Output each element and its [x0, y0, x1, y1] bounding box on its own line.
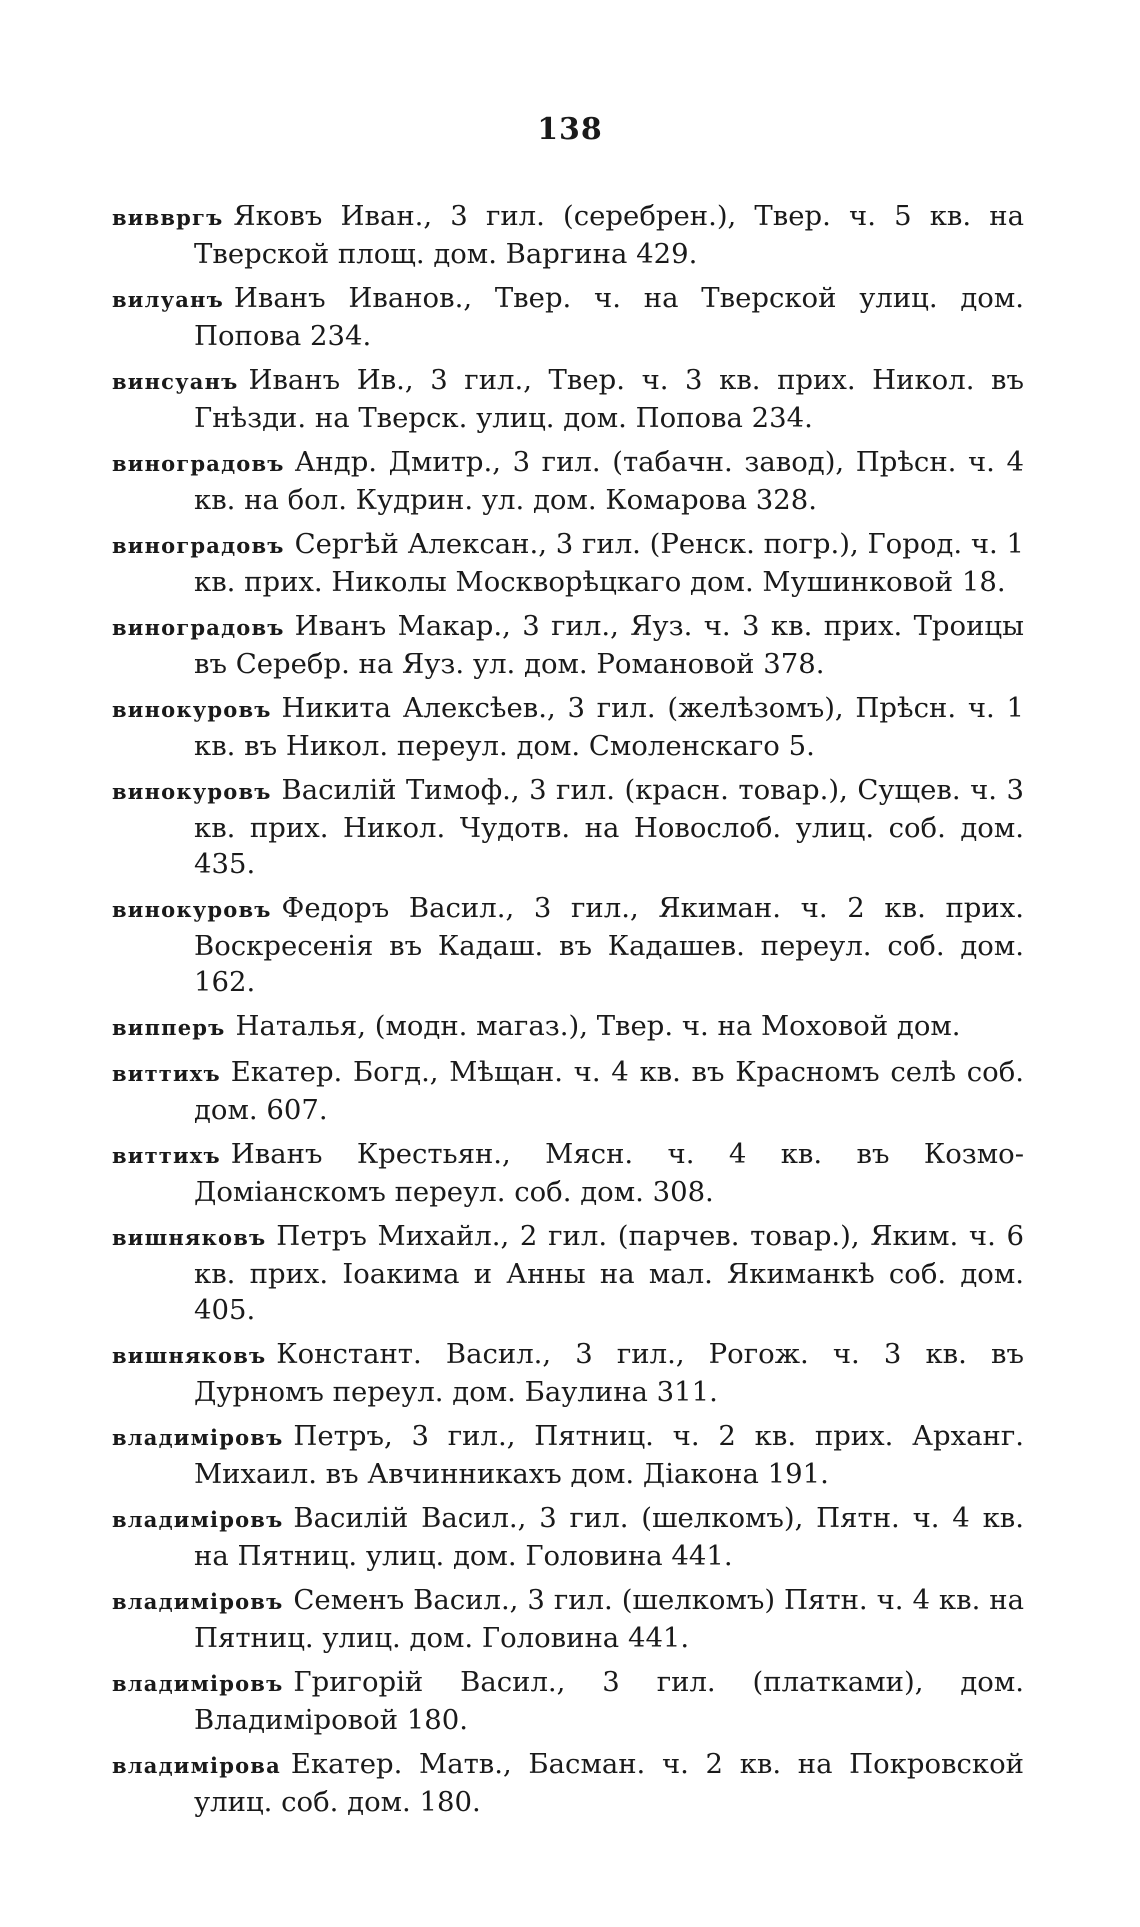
entry-surname: виноградовъ: [112, 451, 285, 476]
entry-surname: виттихъ: [112, 1143, 221, 1168]
entry-text: Иванъ Макар., 3 гил., Яуз. ч. 3 кв. прих. Троицы въ Серебр. на Яуз. ул. дом. Романовой 378.: [194, 610, 1024, 680]
entry-text: Андр. Дмитр., 3 гил. (табачн. завод), Прѣсн. ч. 4 кв. на бол. Кудрин. ул. дом. Комарова 328.: [194, 446, 1024, 516]
directory-entry: [112, 772, 1024, 882]
directory-entry: [112, 198, 1024, 272]
entry-surname: вишняковъ: [112, 1225, 267, 1250]
entry-surname: владиміровъ: [112, 1507, 284, 1532]
entry-text: Екатер. Матв., Басман. ч. 2 кв. на Покровской улиц. соб. дом. 180.: [194, 1748, 1024, 1818]
entry-surname: владимірова: [112, 1753, 281, 1778]
entry-text: Григорій Васил., 3 гил. (платками), дом. Владиміровой 180.: [194, 1666, 1024, 1736]
directory-entry: [112, 1136, 1024, 1210]
entry-surname: виноградовъ: [112, 615, 285, 640]
directory-entry: [112, 362, 1024, 436]
entry-text: Иванъ Крестьян., Мясн. ч. 4 кв. въ Козмо-Доміанскомъ переул. соб. дом. 308.: [194, 1138, 1024, 1208]
entry-text: Василій Васил., 3 гил. (шелкомъ), Пятн. ч. 4 кв. на Пятниц. улиц. дом. Головина 441.: [194, 1502, 1024, 1572]
entry-text: Яковъ Иван., 3 гил. (серебрен.), Твер. ч. 5 кв. на Тверской площ. дом. Варгина 429.: [194, 200, 1024, 270]
entry-text: Петръ, 3 гил., Пятниц. ч. 2 кв. прих. Арханг. Михаил. въ Авчинникахъ дом. Діакона 191.: [194, 1420, 1024, 1490]
directory-entry: [112, 526, 1024, 600]
entry-text: Федоръ Васил., 3 гил., Якиман. ч. 2 кв. прих. Воскресенія въ Кадаш. въ Кадашев. переул. соб. дом. 162.: [194, 892, 1024, 998]
entry-surname: вишняковъ: [112, 1343, 267, 1368]
entry-surname: владиміровъ: [112, 1425, 284, 1450]
entry-surname: виввргъ: [112, 205, 224, 230]
entry-surname: винсуанъ: [112, 369, 239, 394]
entry-surname: вилуанъ: [112, 287, 224, 312]
entry-text: Василій Тимоф., 3 гил. (красн. товар.), Сущев. ч. 3 кв. прих. Никол. Чудотв. на Новослоб. улиц. соб. дом. 435.: [194, 774, 1024, 880]
directory-entry: [112, 608, 1024, 682]
directory-entry: [112, 1008, 1024, 1046]
entry-text: Екатер. Богд., Мѣщан. ч. 4 кв. въ Красномъ селѣ соб. дом. 607.: [194, 1056, 1024, 1126]
directory-entry: [112, 1664, 1024, 1738]
entry-text: Иванъ Иванов., Твер. ч. на Тверской улиц. дом. Попова 234.: [194, 282, 1024, 352]
directory-entry: [112, 1582, 1024, 1656]
directory-entry: [112, 280, 1024, 354]
entry-text: Иванъ Ив., 3 гил., Твер. ч. 3 кв. прих. Никол. въ Гнѣзди. на Тверск. улиц. дом. Попова 234.: [194, 364, 1024, 434]
entry-text: Никита Алексѣев., 3 гил. (желѣзомъ), Прѣсн. ч. 1 кв. въ Никол. переул. дом. Смоленскаго 5.: [194, 692, 1024, 762]
directory-entry: [112, 1054, 1024, 1128]
entry-text: Семенъ Васил., 3 гил. (шелкомъ) Пятн. ч. 4 кв. на Пятниц. улиц. дом. Головина 441.: [194, 1584, 1024, 1654]
entry-surname: винокуровъ: [112, 779, 272, 804]
directory-entry: [112, 690, 1024, 764]
entry-surname: випперъ: [112, 1015, 226, 1040]
page-number: 138: [537, 112, 603, 147]
entry-surname: виттихъ: [112, 1061, 221, 1086]
entry-text: Сергѣй Алексан., 3 гил. (Ренск. погр.), Город. ч. 1 кв. прих. Николы Москворѣцкаго дом. Мушинковой 18.: [194, 528, 1024, 598]
entry-surname: винокуровъ: [112, 897, 272, 922]
directory-entry: [112, 890, 1024, 1000]
entry-surname: виноградовъ: [112, 533, 285, 558]
entry-text: Петръ Михайл., 2 гил. (парчев. товар.), Яким. ч. 6 кв. прих. Іоакима и Анны на мал. Якиманкѣ соб. дом. 405.: [194, 1220, 1024, 1326]
entry-text: Наталья, (модн. магаз.), Твер. ч. на Моховой дом.: [235, 1010, 961, 1042]
directory-entry: [112, 1746, 1024, 1820]
directory-entries: [112, 198, 1024, 1828]
directory-entry: [112, 1418, 1024, 1492]
entry-surname: винокуровъ: [112, 697, 272, 722]
entry-surname: владиміровъ: [112, 1589, 284, 1614]
directory-entry: [112, 1218, 1024, 1328]
directory-entry: [112, 1336, 1024, 1410]
directory-entry: [112, 1500, 1024, 1574]
entry-surname: владиміровъ: [112, 1671, 284, 1696]
directory-entry: [112, 444, 1024, 518]
entry-text: Констант. Васил., 3 гил., Рогож. ч. 3 кв. въ Дурномъ переул. дом. Баулина 311.: [194, 1338, 1024, 1408]
